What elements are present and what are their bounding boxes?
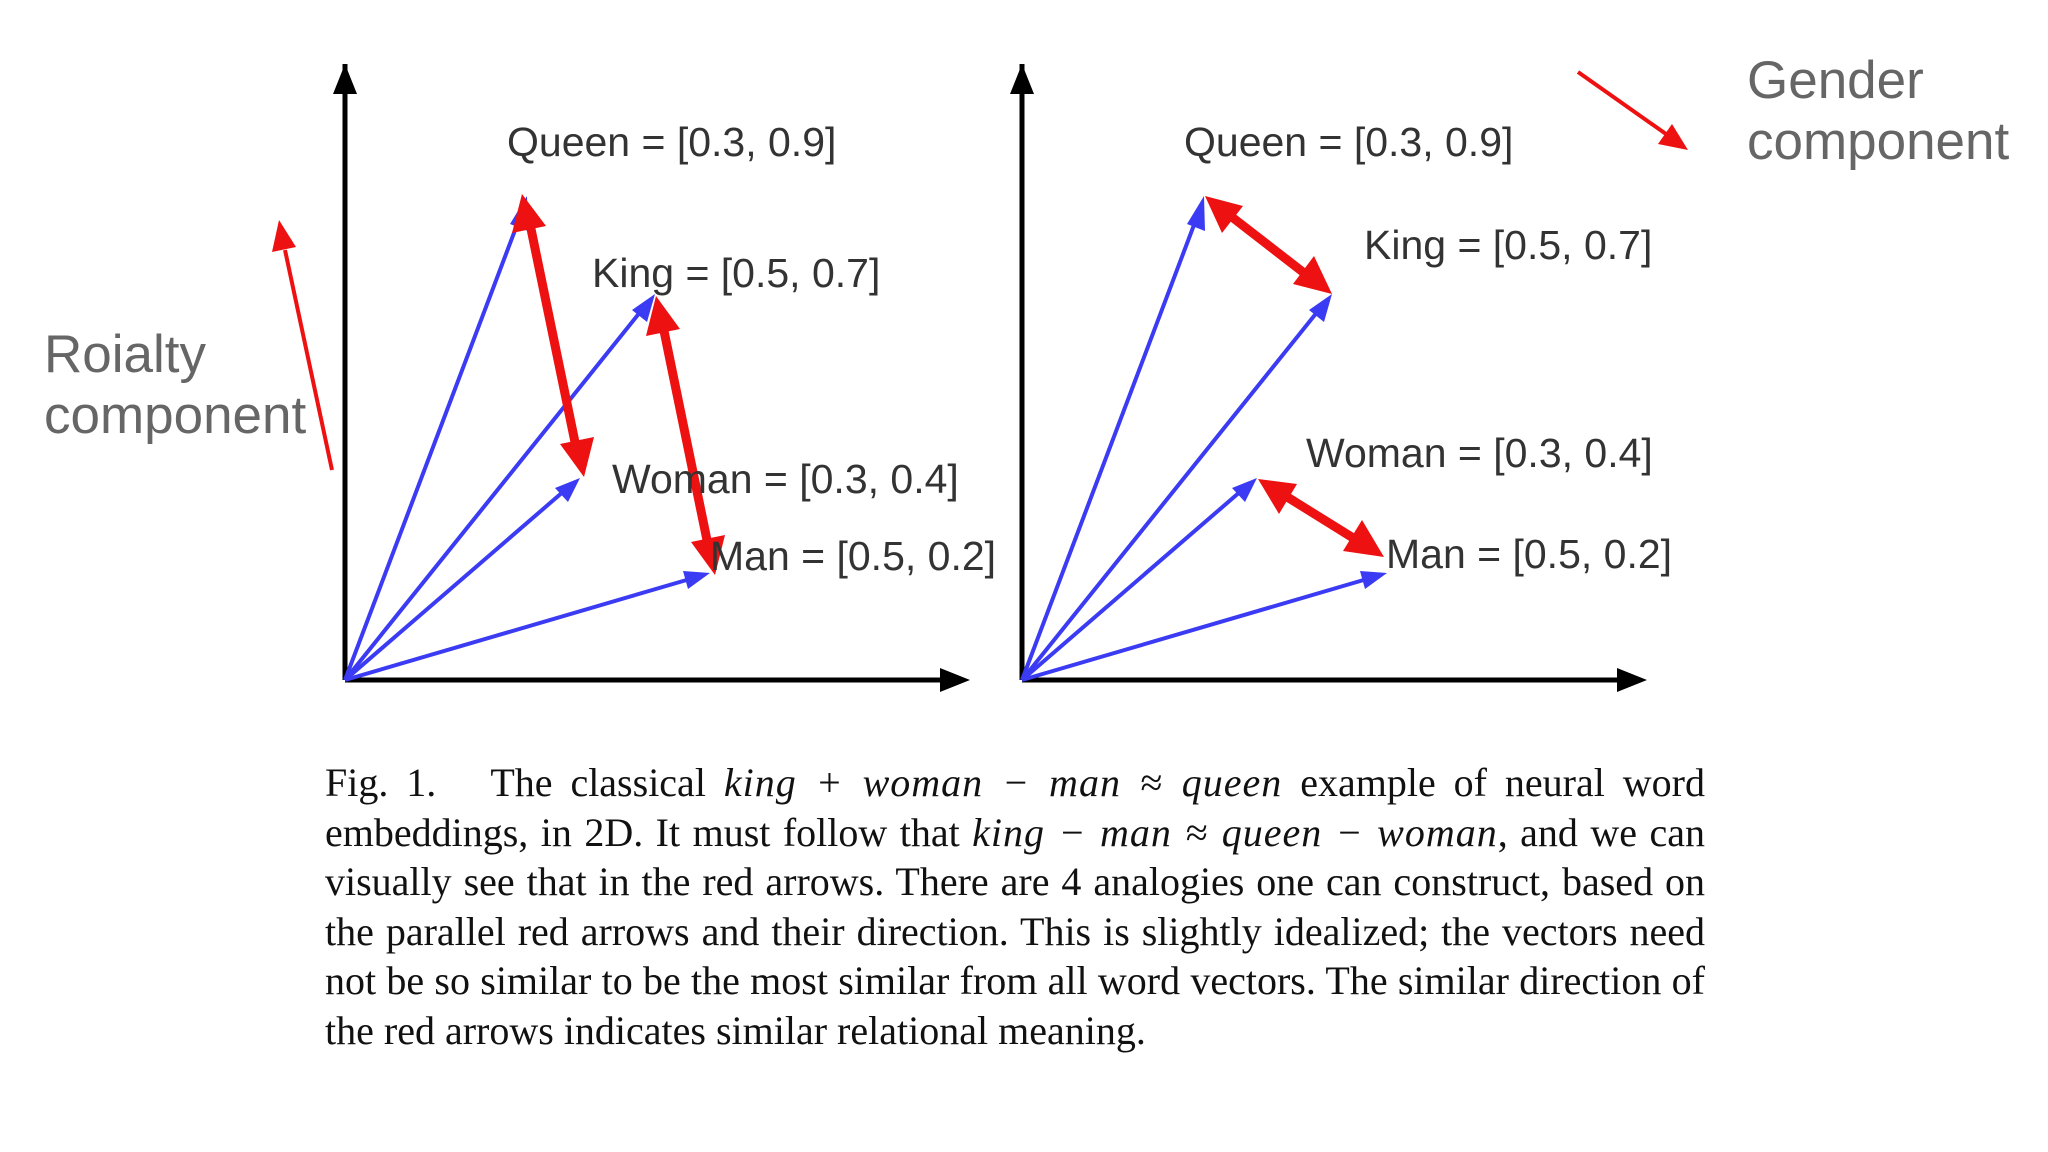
diff-arrow-queen-king-shaft <box>1228 214 1308 276</box>
caption-text-1: The classical <box>490 760 724 805</box>
vector-king-shaft <box>345 311 641 680</box>
right-label-woman: Woman = [0.3, 0.4] <box>1306 430 1653 476</box>
vector-king <box>345 294 655 680</box>
left-label-queen: Queen = [0.3, 0.9] <box>507 119 837 165</box>
vector-woman <box>1022 478 1257 680</box>
roialty-label-line2: component <box>44 386 307 445</box>
right-panel <box>1010 64 1672 692</box>
gender-label-line2: component <box>1747 112 2010 171</box>
left-label-man: Man = [0.5, 0.2] <box>710 533 997 579</box>
right-x-axis-arrowhead <box>1617 668 1647 692</box>
left-label-woman: Woman = [0.3, 0.4] <box>612 456 959 502</box>
vector-man-shaft <box>1022 579 1367 680</box>
vector-man-head <box>683 571 710 589</box>
caption-equation-1: king + woman − man ≈ queen <box>723 760 1283 805</box>
right-y-axis-arrowhead <box>1010 64 1034 94</box>
right-label-king: King = [0.5, 0.7] <box>1364 222 1653 268</box>
roialty-arrow-head <box>272 220 296 252</box>
diff-arrow-queen-king-head-bottom <box>1293 256 1332 294</box>
gender-component-label <box>1747 50 2009 172</box>
diff-arrow-queen-woman-shaft <box>530 224 576 447</box>
right-difference-arrows <box>1205 196 1384 557</box>
diff-arrow-queen-woman-head-bottom <box>560 437 594 477</box>
diff-arrow-queen-woman <box>512 194 594 477</box>
figure-caption <box>325 758 1705 1055</box>
vector-queen <box>1022 196 1205 680</box>
vector-man <box>345 571 710 680</box>
vector-woman-shaft <box>345 491 564 680</box>
vector-woman-head <box>1232 478 1257 502</box>
roialty-component-label <box>44 324 306 446</box>
left-panel <box>333 64 996 692</box>
diff-arrow-king-man-shaft <box>663 326 708 545</box>
gender-arrow-shaft <box>1578 72 1666 134</box>
vector-man <box>1022 571 1387 680</box>
roialty-label-line1: Roialty <box>44 325 207 384</box>
vector-woman <box>345 478 580 680</box>
vector-woman-shaft <box>1022 491 1241 680</box>
vector-queen <box>345 196 528 680</box>
vector-man-head <box>1360 571 1387 589</box>
diff-arrow-queen-king <box>1205 196 1332 294</box>
left-label-king: King = [0.5, 0.7] <box>592 250 881 296</box>
vector-queen-head <box>1187 196 1205 231</box>
vector-woman-head <box>555 478 580 502</box>
gender-component-arrow <box>1578 72 1688 150</box>
caption-fig-number: Fig. 1. <box>325 760 437 805</box>
right-label-man: Man = [0.5, 0.2] <box>1386 531 1673 577</box>
left-x-axis-arrowhead <box>940 668 970 692</box>
gender-arrow-head <box>1658 124 1688 150</box>
vector-man-shaft <box>345 579 690 680</box>
gender-label-line1: Gender <box>1747 51 1924 110</box>
vector-queen-shaft <box>345 217 520 680</box>
caption-equation-2: king − man ≈ queen − woman <box>972 809 1498 855</box>
diff-arrow-queen-king-head-top <box>1205 196 1243 233</box>
diff-arrow-woman-man <box>1258 479 1384 557</box>
left-y-axis-arrowhead <box>333 64 357 94</box>
right-label-queen: Queen = [0.3, 0.9] <box>1184 119 1514 165</box>
diff-arrow-woman-man-shaft <box>1284 495 1358 541</box>
caption-text-2: example of neural word embeddings, in 2D. It must follow that <box>325 760 1705 855</box>
diff-arrow-queen-woman-head-top <box>512 194 546 233</box>
vector-queen-shaft <box>1022 217 1197 680</box>
caption-text-3: , and we can visually see that in the red arrows. There are 4 analogies one can construct, based on the parallel red arrows and their direction. This is slightly idealized; the vectors need not be so similar to be the most similar from all word vectors. The similar direction of the red arrows indicates similar relational meaning. <box>325 809 1705 1053</box>
